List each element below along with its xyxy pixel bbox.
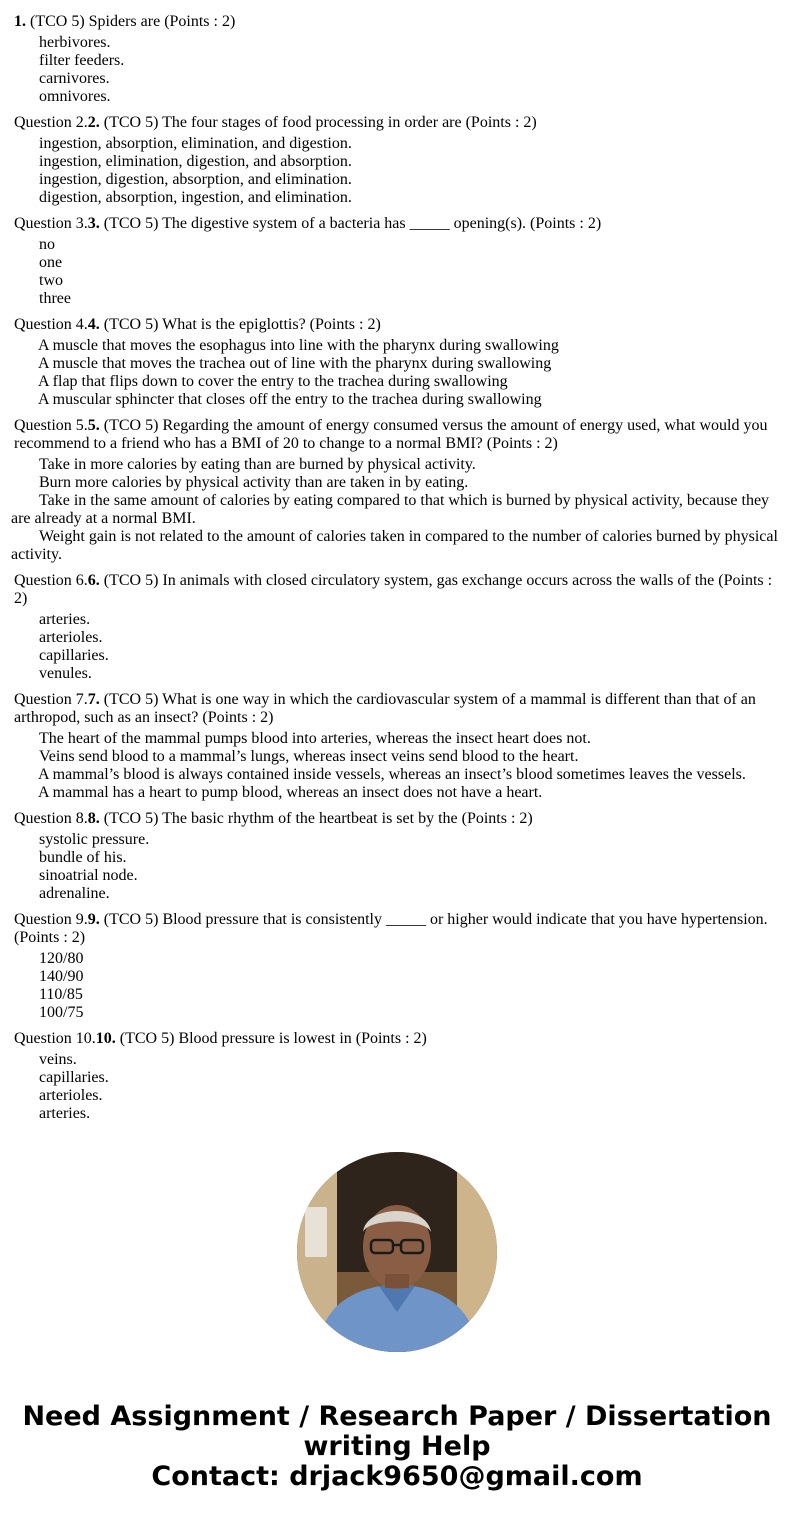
question-header [0,316,794,334]
answer-option[interactable]: carnivores. [39,70,110,87]
answer-option[interactable]: A muscle that moves the esophagus into line with the pharynx during swallowing [38,337,559,354]
answer-option[interactable]: Take in the same amount of calories by eating compared to that which is burned by physical activity, because they are already at a normal BMI. [11,492,770,527]
promo-text [0,1402,794,1492]
question-5 [0,417,794,564]
answer-option[interactable]: veins. [39,1051,77,1068]
answer-option[interactable]: The heart of the mammal pumps blood into arteries, whereas the insect heart does not. [39,730,591,747]
question-number: 5. [87,417,100,434]
question-prefix: Question 6. [14,572,88,589]
answer-option[interactable]: ingestion, elimination, digestion, and absorption. [39,153,352,170]
question-7 [0,691,794,802]
question-header [0,810,794,828]
question-number: 4. [87,316,100,333]
answer-option[interactable]: arterioles. [39,1087,103,1104]
answer-option[interactable]: 110/85 [39,986,83,1003]
question-1 [0,0,794,106]
question-header [0,572,794,608]
question-header [0,1030,794,1048]
avatar [297,1152,497,1352]
answer-option[interactable]: Take in more calories by eating than are burned by physical activity. [39,456,476,473]
promo-contact[interactable]: Contact: drjack9650@gmail.com [151,1461,643,1492]
answer-option[interactable]: one [39,254,63,271]
question-number: 7. [87,691,100,708]
question-text: (TCO 5) In animals with closed circulatory system, gas exchange occurs across the walls of the (Points : 2) [14,572,773,607]
question-number: 1. [14,13,26,30]
answer-option[interactable]: ingestion, digestion, absorption, and elimination. [39,171,352,188]
question-prefix: Question 4. [14,316,88,333]
question-text: (TCO 5) The basic rhythm of the heartbeat is set by the (Points : 2) [99,810,533,827]
question-prefix: Question 8. [14,810,88,827]
question-number: 2. [87,114,100,131]
question-8 [0,810,794,903]
question-9 [0,911,794,1022]
question-4 [0,316,794,409]
answer-option[interactable]: 140/90 [39,968,84,985]
promo-headline: Need Assignment / Research Paper / Dissertation writing Help [22,1401,772,1462]
answer-option[interactable]: A mammal’s blood is always contained inside vessels, whereas an insect’s blood sometimes leaves the vessels. [38,766,746,783]
question-text: (TCO 5) What is one way in which the cardiovascular system of a mammal is different than that of an arthropod, such as an insect? (Points : 2) [14,691,756,726]
answer-option[interactable]: bundle of his. [39,849,127,866]
question-prefix: Question 3. [14,215,88,232]
question-text: (TCO 5) The digestive system of a bacteria has _____ opening(s). (Points : 2) [99,215,602,232]
question-prefix: Question 2. [14,114,88,131]
person-portrait-icon [297,1152,497,1352]
question-header [0,911,794,947]
promo-section [0,1152,794,1492]
question-prefix: Question 10. [14,1030,96,1047]
question-3 [0,215,794,308]
answer-option[interactable]: 100/75 [39,1004,84,1021]
answer-option[interactable]: capillaries. [39,647,109,664]
answer-option[interactable]: sinoatrial node. [39,867,138,884]
answer-option[interactable]: herbivores. [39,34,111,51]
answer-option[interactable]: arteries. [39,1105,91,1122]
answer-option[interactable]: A flap that flips down to cover the entry to the trachea during swallowing [38,373,508,390]
answer-option[interactable]: arterioles. [39,629,103,646]
question-2 [0,114,794,207]
answer-option[interactable]: systolic pressure. [39,831,150,848]
question-number: 3. [87,215,100,232]
question-prefix: Question 5. [14,417,88,434]
answer-option[interactable]: ingestion, absorption, elimination, and digestion. [39,135,352,152]
question-header [0,215,794,233]
question-prefix: Question 9. [14,911,88,928]
answer-option[interactable]: Burn more calories by physical activity than are taken in by eating. [39,474,469,491]
answer-option[interactable]: three [39,290,71,307]
question-6 [0,572,794,683]
question-header [0,114,794,132]
answer-option[interactable]: digestion, absorption, ingestion, and elimination. [39,189,352,206]
question-text: (TCO 5) Regarding the amount of energy consumed versus the amount of energy used, what would you recommend to a friend who has a BMI of 20 to change to a normal BMI? (Points : 2) [14,417,768,452]
answer-option[interactable]: omnivores. [39,88,111,105]
answer-option[interactable]: A muscle that moves the trachea out of line with the pharynx during swallowing [38,355,552,372]
question-10 [0,1030,794,1122]
question-text: (TCO 5) Spiders are (Points : 2) [26,13,236,30]
answer-option[interactable]: 120/80 [39,950,84,967]
answer-option[interactable]: A muscular sphincter that closes off the entry to the trachea during swallowing [38,391,542,408]
question-header [0,691,794,727]
answer-option[interactable]: venules. [39,665,92,682]
question-text: (TCO 5) Blood pressure is lowest in (Points : 2) [115,1030,427,1047]
question-text: (TCO 5) What is the epiglottis? (Points : 2) [99,316,381,333]
answer-option[interactable]: adrenaline. [39,885,110,902]
question-prefix: Question 7. [14,691,88,708]
answer-option[interactable]: Veins send blood to a mammal’s lungs, whereas insect veins send blood to the heart. [39,748,579,765]
answer-option[interactable]: no [39,236,55,253]
question-number: 6. [87,572,100,589]
answer-option[interactable]: two [39,272,63,289]
question-number: 10. [95,1030,116,1047]
answer-option[interactable]: arteries. [39,611,91,628]
question-number: 9. [87,911,100,928]
question-text: (TCO 5) The four stages of food processing in order are (Points : 2) [99,114,537,131]
answer-option[interactable]: filter feeders. [39,52,125,69]
question-text: (TCO 5) Blood pressure that is consistently _____ or higher would indicate that you have hypertension. (Points : 2) [14,911,768,946]
answer-option[interactable]: capillaries. [39,1069,109,1086]
answer-option[interactable]: Weight gain is not related to the amount of calories taken in compared to the number of calories burned by physical activity. [11,528,778,563]
question-header [0,13,794,31]
question-header [0,417,794,453]
question-number: 8. [87,810,100,827]
answer-option[interactable]: A mammal has a heart to pump blood, whereas an insect does not have a heart. [38,784,543,801]
